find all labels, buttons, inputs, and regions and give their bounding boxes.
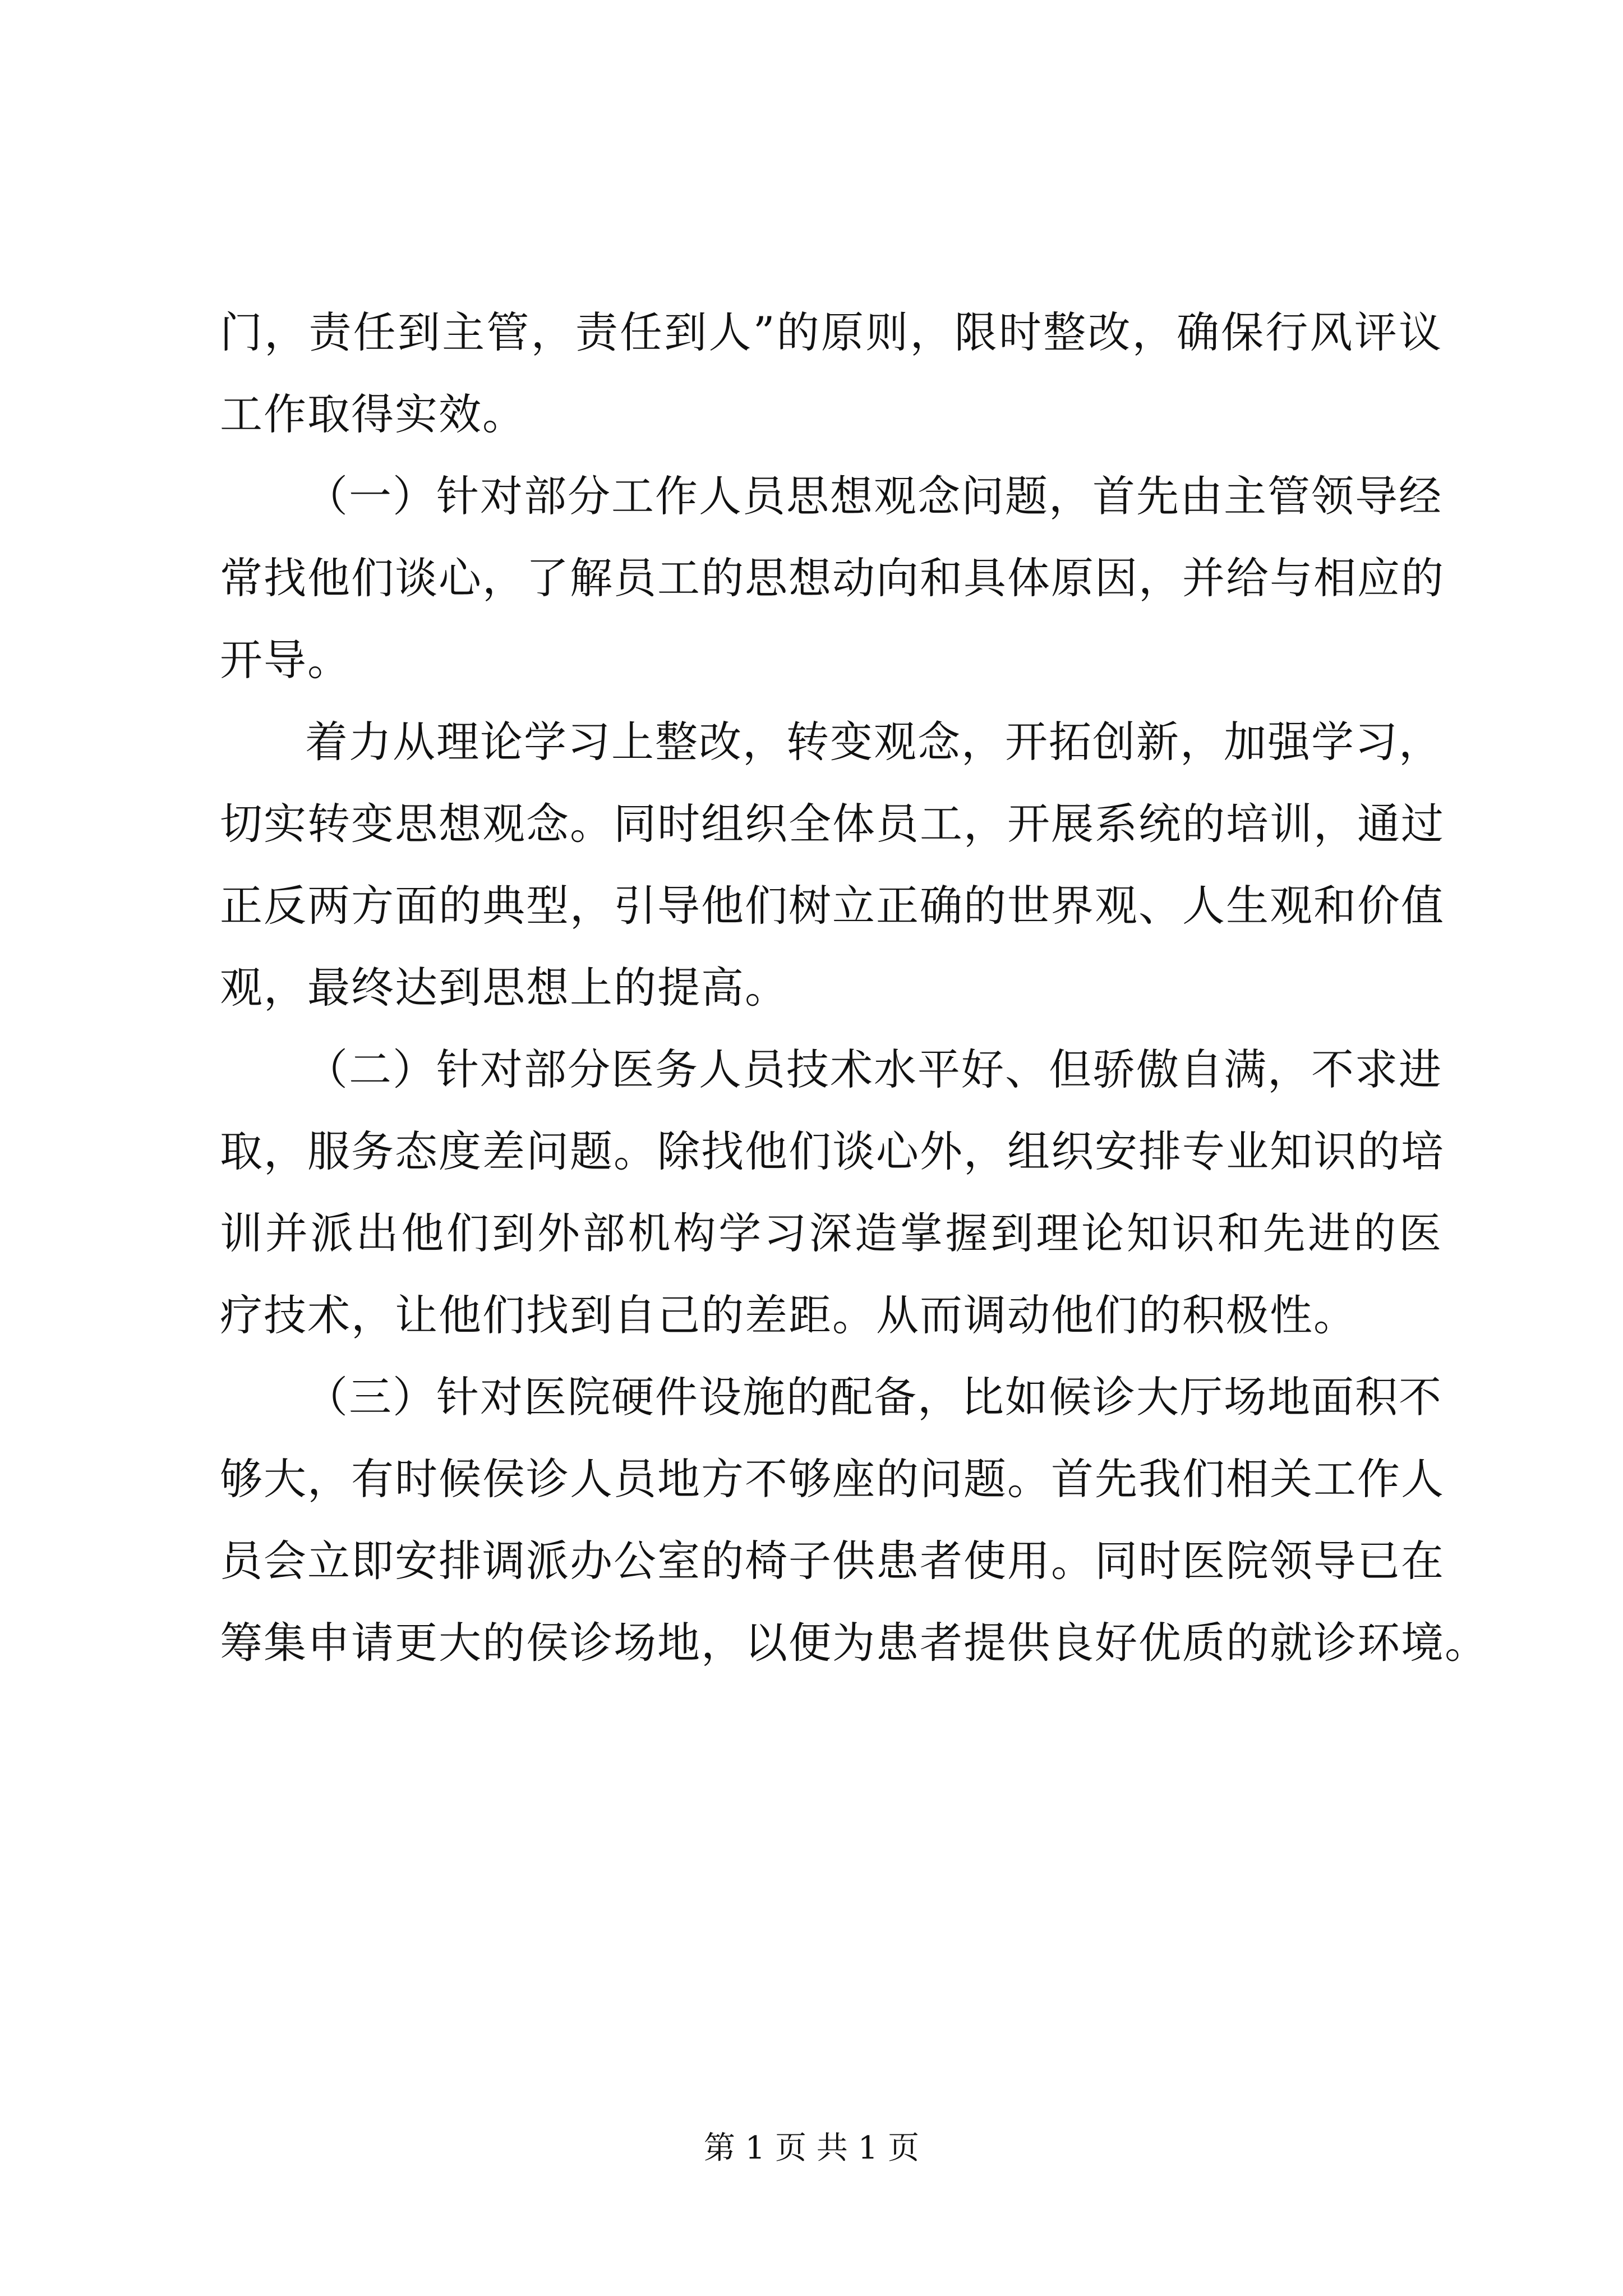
- paragraph-2-line-3: 开导。: [220, 635, 351, 685]
- paragraph-3-line-1: 着力从理论学习上整改，转变观念，开拓创新，加强学习，: [305, 717, 1442, 767]
- paragraph-5-line-1: （三）针对医院硬件设施的配备，比如候诊大厅场地面积不: [305, 1372, 1442, 1422]
- paragraph-2-line-1: （一）针对部分工作人员思想观念问题，首先由主管领导经: [305, 471, 1442, 521]
- paragraph-5-line-3: 员会立即安排调派办公室的椅子供患者使用。同时医院领导已在: [220, 1536, 1445, 1586]
- paragraph-3-line-4: 观，最终达到思想上的提高。: [220, 963, 789, 1013]
- paragraph-4-line-2: 取，服务态度差问题。除找他们谈心外，组织安排专业知识的培: [220, 1126, 1445, 1176]
- paragraph-3-line-3: 正反两方面的典型，引导他们树立正确的世界观、人生观和价值: [220, 881, 1445, 931]
- paragraph-4-line-3: 训并派出他们到外部机构学习深造掌握到理论知识和先进的医: [220, 1208, 1442, 1258]
- page-footer: 第 1 页 共 1 页: [703, 2130, 920, 2166]
- paragraph-4-line-1: （二）针对部分医务人员技术水平好、但骄傲自满，不求进: [305, 1045, 1442, 1094]
- paragraph-3-line-2: 切实转变思想观念。同时组织全体员工，开展系统的培训，通过: [220, 799, 1445, 849]
- paragraph-2-line-2: 常找他们谈心，了解员工的思想动向和具体原因，并给与相应的: [220, 553, 1445, 603]
- paragraph-4-line-4: 疗技术，让他们找到自己的差距。从而调动他们的积极性。: [220, 1290, 1357, 1340]
- paragraph-1-line-2: 工作取得实效。: [220, 389, 526, 439]
- document-body: [220, 292, 1488, 1684]
- paragraph-5-line-4: 筹集申请更大的侯诊场地，以便为患者提供良好优质的就诊环境。: [220, 1618, 1488, 1668]
- paragraph-1-line-1: 门，责任到主管，责任到人”的原则，限时整改，确保行风评议: [220, 307, 1442, 357]
- paragraph-5-line-2: 够大，有时候侯诊人员地方不够座的问题。首先我们相关工作人: [220, 1454, 1445, 1504]
